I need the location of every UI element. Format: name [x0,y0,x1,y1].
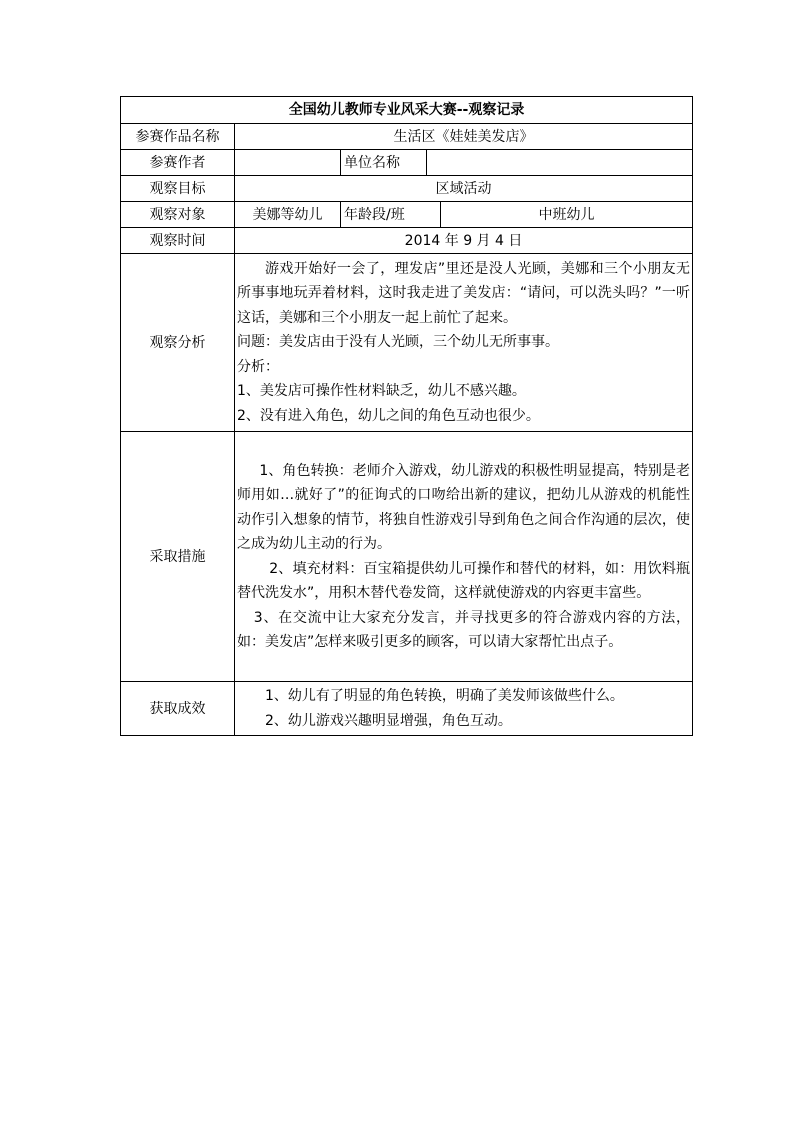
results-paragraph: 2、幼儿游戏兴趣明显增强，角色互动。 [265,712,512,729]
goal-label: 观察目标 [121,176,235,202]
analysis-paragraph: 分析： [237,358,279,375]
work-name-value: 生活区《娃娃美发店》 [235,124,693,150]
measures-label: 采取措施 [121,432,235,682]
analysis-content [235,254,693,432]
measures-paragraph: 1、角色转换：老师介入游戏，幼儿游戏的积极性明显提高，特别是老师用如…就好了”的征询式的口吻给出新的建议，把幼儿从游戏的机能性动作引入想象的情节，将独自性游戏引导到角色之间合作沟通的层次，使之成为幼儿主动的行为。 [237,462,691,552]
goal-value: 区域活动 [235,176,693,202]
measures-paragraph: 3、在交流中让大家充分发言，并寻找更多的符合游戏内容的方法，如：美发店”怎样来吸引更多的顾客，可以请大家帮忙出点子。 [237,609,691,650]
observation-table [120,96,693,736]
results-content [235,682,693,736]
analysis-paragraph: 游戏开始好一会了，理发店”里还是没人光顾，美娜和三个小朋友无所事事地玩弄着材料，这时我走进了美发店：“请问，可以洗头吗？”一听这话，美娜和三个小朋友一起上前忙了起来。 [237,260,691,326]
time-value: 2014 年 9 月 4 日 [235,228,693,254]
form-title: 全国幼儿教师专业风采大赛--观察记录 [121,97,693,124]
analysis-paragraph: 问题：美发店由于没有人光顾，三个幼儿无所事事。 [237,334,559,351]
observation-record-form [120,96,692,736]
analysis-paragraph: 1、美发店可操作性材料缺乏，幼儿不感兴趣。 [237,383,526,400]
age-label: 年龄段/班 [341,202,441,228]
measures-content [235,432,693,682]
analysis-label: 观察分析 [121,254,235,432]
author-label: 参赛作者 [121,150,235,176]
author-value [235,150,341,176]
time-label: 观察时间 [121,228,235,254]
subject-label: 观察对象 [121,202,235,228]
unit-label: 单位名称 [341,150,427,176]
results-paragraph: 1、幼儿有了明显的角色转换，明确了美发师该做些什么。 [265,688,624,704]
work-name-label: 参赛作品名称 [121,124,235,150]
analysis-paragraph: 2、没有进入角色，幼儿之间的角色互动也很少。 [237,407,540,424]
unit-value [427,150,693,176]
age-value: 中班幼儿 [441,202,693,228]
subject-value: 美娜等幼儿 [235,202,341,228]
measures-paragraph: 2、填充材料：百宝箱提供幼儿可操作和替代的材料，如：用饮料瓶替代洗发水”，用积木替代卷发筒，这样就使游戏的内容更丰富些。 [237,560,691,601]
results-label: 获取成效 [121,682,235,736]
